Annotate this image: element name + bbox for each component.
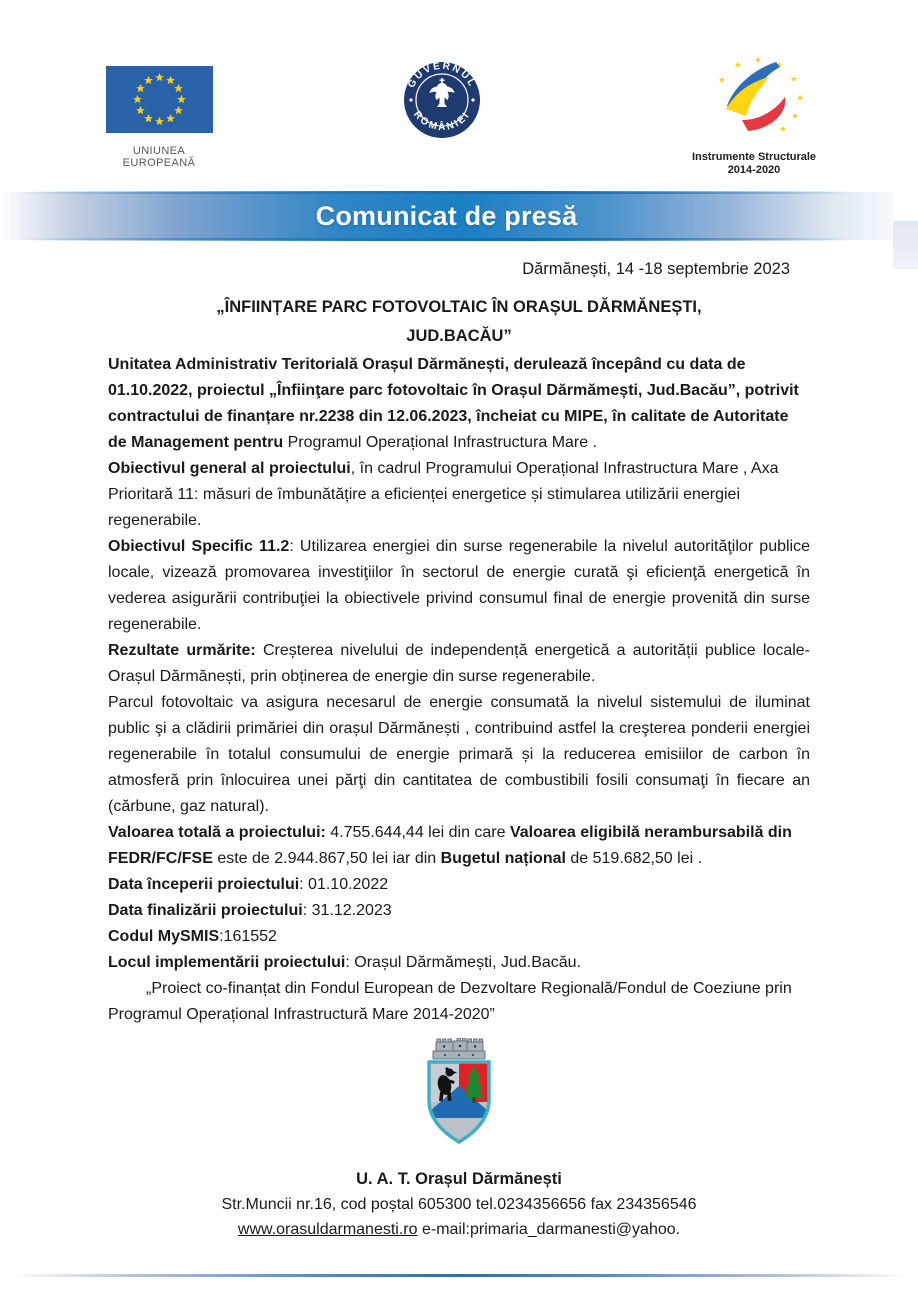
text-run: : Orașul Dărmămești, Jud.Bacău.: [345, 954, 582, 971]
footer-email: e-mail:primaria_darmanesti@yahoo.: [417, 1221, 681, 1238]
bold-text-run: Rezultate urmărite:: [108, 642, 256, 659]
document-content: [108, 252, 810, 1242]
press-release-banner: [0, 192, 893, 240]
government-logo: [403, 61, 481, 139]
paragraph: [108, 872, 810, 898]
footer-address: Str.Muncii nr.16, cod poștal 605300 tel.0234356656 fax 234356546: [221, 1196, 697, 1213]
paragraph: [108, 950, 810, 976]
text-run: Programul Operațional Infrastructura Mare .: [287, 434, 598, 451]
date-line: Dărmănești, 14 -18 septembrie 2023: [522, 260, 790, 278]
eu-logo: [103, 66, 215, 169]
text-run: este de 2.944.867,50 lei iar din: [212, 850, 441, 867]
footer-contact-line: [108, 1217, 810, 1242]
paragraph: [108, 638, 810, 690]
banner-title: Comunicat de presă: [315, 201, 578, 231]
eu-logo-caption: UNIUNEA EUROPEANĂ: [122, 145, 196, 169]
paragraph: [108, 924, 810, 950]
text-run: : 01.10.2022: [299, 876, 389, 893]
text-run: „Proiect co-finanțat din Fondul European de Dezvoltare Regională/Fondul de Coeziune prin Programul Operațional Infrastructură Mare 2014-2020”: [108, 980, 792, 1023]
gov-seal-bottom-text: ROMÂNIEI: [411, 109, 473, 134]
paragraph: [108, 820, 810, 872]
text-run: :161552: [219, 928, 277, 945]
structural-instruments-logo: [688, 54, 820, 177]
footer: [108, 1167, 810, 1242]
bold-text-run: Locul implementării proiectului: [108, 954, 346, 971]
text-run: : 31.12.2023: [302, 902, 392, 919]
banner-shadow: [893, 221, 918, 269]
bold-text-run: Bugetul național: [440, 850, 566, 867]
paragraph: [108, 690, 810, 820]
text-run: Parcul fotovoltaic va asigura necesarul de energie consumată la nivelul sistemului de iluminat public şi a clădirii primăriei din orașul Dărmănești , contribuind astfel la creşterea ponderii energiei regenerabile în totalul consumului de energie primară și la reducerea emisiilor de carbon în atmosferă prin înlocuirea unei părţi din cantitatea de combustibili fosili consumaţi în fiecare an (cărbune, gaz natural).: [108, 694, 810, 815]
bold-text-run: Data începerii proiectului: [108, 876, 300, 893]
text-run: , în cadrul Programului Operațional Infrastructura Mare , Axa Prioritară 11: măsuri de îmbunătățire a eficienței energetice și stimularea utilizării energiei regenerabile.: [108, 460, 779, 529]
coat-of-arms-wrap: [419, 1038, 499, 1155]
text-run: 4.755.644,44 lei din care: [325, 824, 510, 841]
paragraph: [108, 352, 810, 456]
text-run: Creșterea nivelului de independență energetică a autorității publice locale-Orașul Dărmănești, prin obținerea de energie din surse regenerabile.: [108, 642, 811, 685]
bold-text-run: Codul MySMIS: [108, 928, 220, 945]
body-paragraphs: [108, 352, 810, 1028]
gov-seal-top-text: GUVERNUL: [405, 61, 479, 90]
paragraph: [108, 534, 810, 638]
paragraph: [108, 898, 810, 924]
darmanesti-coat-of-arms-icon: [421, 1038, 497, 1146]
website-link[interactable]: www.orasuldarmanesti.ro: [237, 1221, 418, 1238]
bold-text-run: Data finalizării proiectului: [108, 902, 303, 919]
structural-logo-caption-line1: Instrumente Structurale: [691, 151, 817, 163]
bold-text-run: Obiectivul general al proiectului: [108, 460, 351, 477]
bold-text-run: Valoarea totală a proiectului:: [108, 824, 326, 841]
paragraph: [108, 456, 810, 534]
document-title-line2: JUD.BACĂU”: [406, 327, 512, 345]
text-run: : Utilizarea energiei din surse regenerabile la nivelul autorităţilor publice locale, vizează promovarea investiţiilor în sectorul de energie curată şi eficienţă energetică în vederea asigurării contribuţiei la obiectivele privind consumul final de energie provenită din surse regenerabile.: [108, 538, 810, 633]
bold-text-run: Valoarea eligibilă nerambursabilă din FEDR/FC/FSE: [108, 824, 792, 867]
paragraph: [108, 976, 810, 1028]
footer-org-name: U. A. T. Orașul Dărmănești: [356, 1170, 562, 1188]
romanian-government-seal-icon: [403, 61, 481, 139]
document-title-line1: „ÎNFIINȚARE PARC FOTOVOLTAIC ÎN ORAȘUL DĂRMĂNEȘTI,: [216, 298, 702, 316]
text-run: de 519.682,50 lei .: [565, 850, 703, 867]
structural-logo-caption-line2: 2014-2020: [727, 164, 781, 176]
bold-text-run: Unitatea Administrativ Teritorială Orașul Dărmănești, derulează începând cu data de 01.10.2022, proiectul „Înfiinţare parc fotovoltaic în Orașul Dărmămești, Jud.Bacău”, potrivit contractului de finanțare nr.2238 din 12.06.2023, încheiat cu MIPE, în calitate de Autoritate de Management pentru: [108, 356, 799, 451]
bold-text-run: Obiectivul Specific 11.2: [108, 538, 290, 555]
structural-instruments-logo-icon: [702, 54, 806, 144]
eu-flag-icon: [106, 66, 213, 133]
bottom-divider: [0, 1274, 918, 1277]
